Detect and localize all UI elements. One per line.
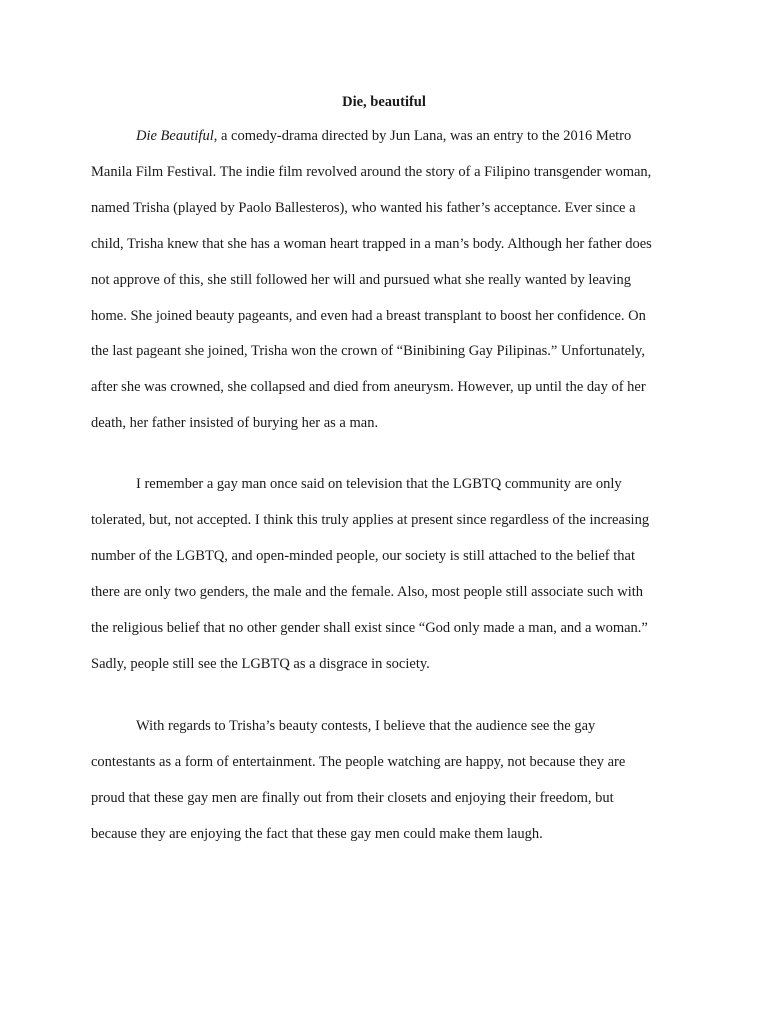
paragraph-line: there are only two genders, the male and the female. Also, most people still associate such with	[91, 583, 644, 600]
paragraph-2	[91, 467, 678, 682]
paragraph-line: Sadly, people still see the LGBTQ as a disgrace in society.	[91, 655, 430, 672]
paragraph-line: number of the LGBTQ, and open-minded people, our society is still attached to the belief that	[91, 547, 636, 564]
paragraph-line: tolerated, but, not accepted. I think this truly applies at present since regardless of the increasing	[91, 511, 650, 528]
paragraph-line: child, Trisha knew that she has a woman heart trapped in a man’s body. Although her father does	[91, 235, 652, 252]
line-text: , a comedy-drama directed by Jun Lana, was an entry to the 2016 Metro	[213, 128, 632, 144]
paragraph-line: death, her father insisted of burying her as a man.	[91, 415, 379, 432]
paragraph-line: contestants as a form of entertainment. The people watching are happy, not because they are	[91, 753, 626, 770]
paragraph-1	[91, 119, 678, 442]
paragraph-line: named Trisha (played by Paolo Ballesteros), who wanted his father’s acceptance. Ever since a	[91, 199, 636, 216]
paragraph-line: the last pageant she joined, Trisha won the crown of “Binibining Gay Pilipinas.” Unfortunately,	[91, 343, 645, 360]
paragraph-line: proud that these gay men are finally out from their closets and enjoying their freedom, but	[91, 789, 614, 806]
paragraph-3	[91, 709, 678, 853]
paragraph-line: With regards to Trisha’s beauty contests, I believe that the audience see the gay	[136, 718, 596, 734]
paragraph-line	[91, 119, 678, 155]
paragraph-line: the religious belief that no other gender shall exist since “God only made a man, and a woman.”	[91, 619, 648, 636]
paragraph-line: after she was crowned, she collapsed and died from aneurysm. However, up until the day of her	[91, 379, 646, 396]
paragraph-line: I remember a gay man once said on television that the LGBTQ community are only	[136, 476, 622, 492]
paragraph-line: home. She joined beauty pageants, and even had a breast transplant to boost her confidence. On	[91, 307, 646, 324]
paragraph-line: not approve of this, she still followed her will and pursued what she really wanted by leaving	[91, 271, 631, 288]
paragraph-line: because they are enjoying the fact that these gay men could make them laugh.	[91, 825, 543, 842]
document-title: Die, beautiful	[342, 94, 426, 110]
paragraph-line: Manila Film Festival. The indie film revolved around the story of a Filipino transgender woman,	[91, 163, 652, 180]
film-title-italic: Die Beautiful	[136, 128, 214, 144]
